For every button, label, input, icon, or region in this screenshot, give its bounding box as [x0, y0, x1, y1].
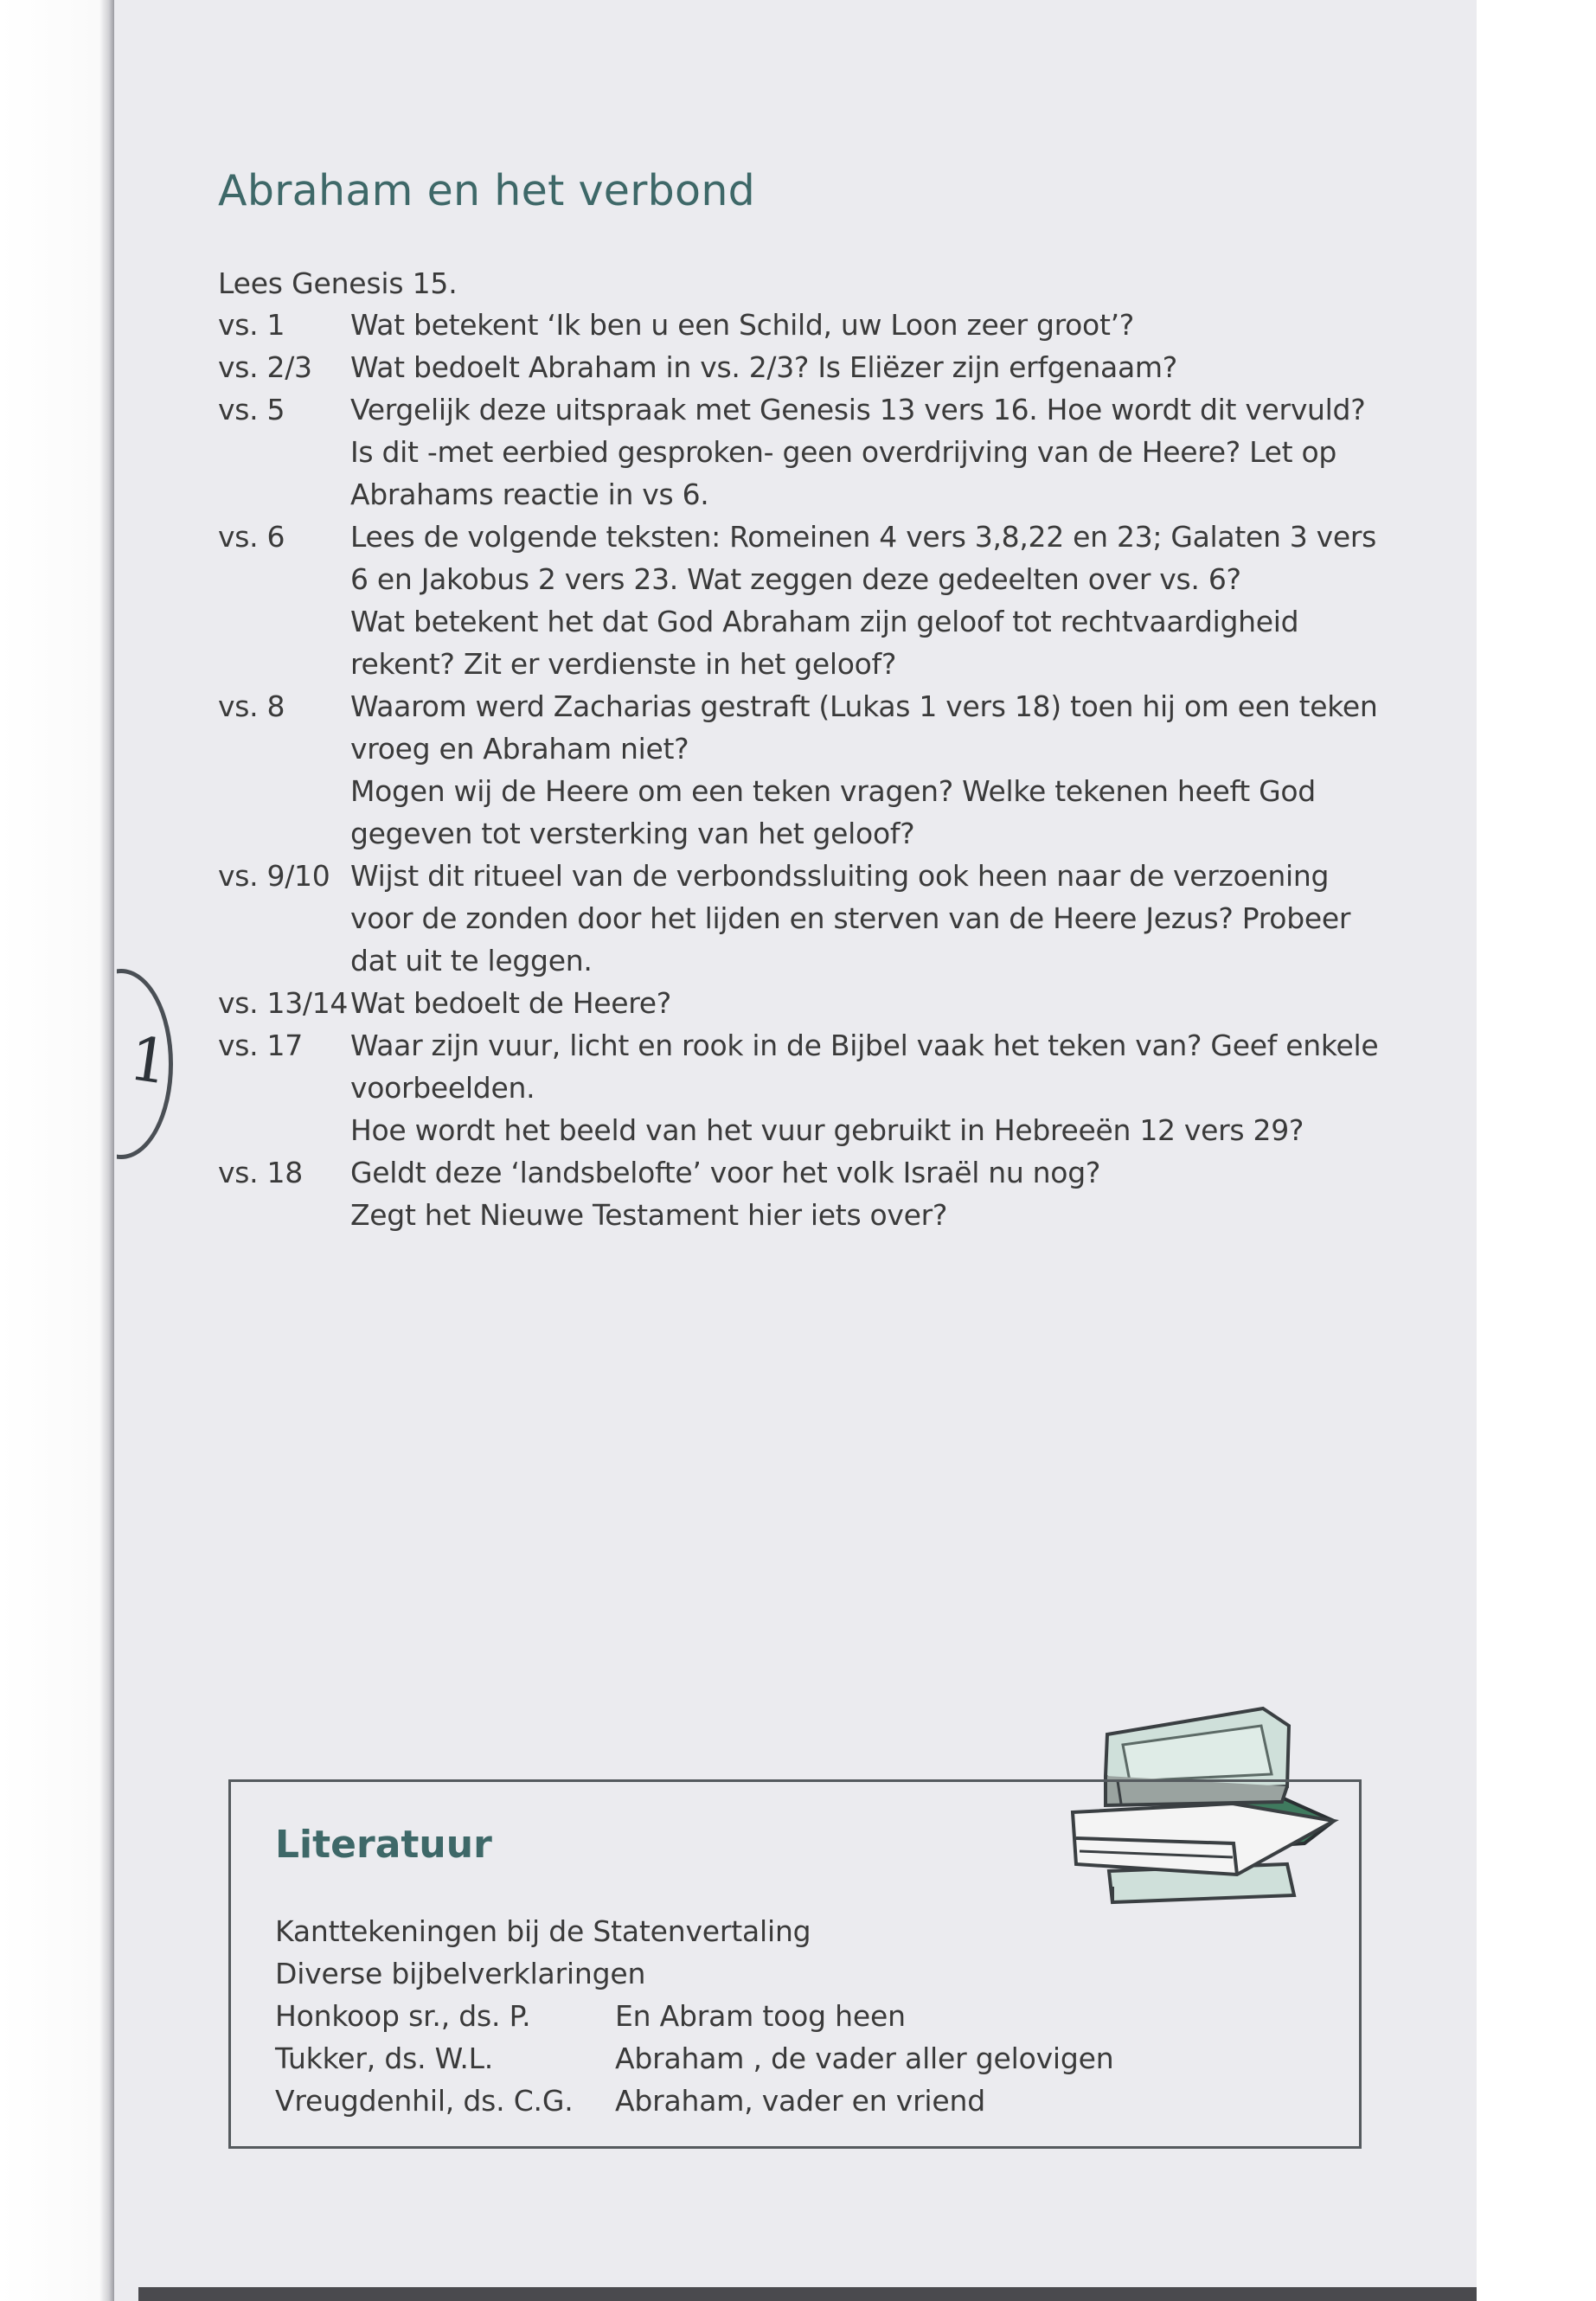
- verse-question-list: [218, 304, 1381, 1236]
- verse-item: [218, 304, 1381, 346]
- verse-question-line: 6 en Jakobus 2 vers 23. Wat zeggen deze gedeelten over vs. 6?: [350, 562, 1241, 596]
- literature-work: Abraham , de vader aller gelovigen: [615, 2041, 1114, 2075]
- verse-question-line: Wat bedoelt Abraham in vs. 2/3? Is Eliëzer zijn erfgenaam?: [350, 350, 1177, 384]
- verse-item: [218, 855, 1381, 982]
- literature-general-list: [275, 1910, 811, 1995]
- verse-item: [218, 516, 1381, 685]
- verse-question: [350, 1024, 1381, 1151]
- verse-item: [218, 685, 1381, 855]
- verse-question-line: Zegt het Nieuwe Testament hier iets over?: [350, 1198, 948, 1232]
- verse-question-line: Hoe wordt het beeld van het vuur gebruikt in Hebreeën 12 vers 29?: [350, 1113, 1304, 1147]
- verse-label: vs. 8: [218, 689, 285, 723]
- verse-question: [350, 855, 1381, 982]
- verse-label: vs. 13/14: [218, 986, 349, 1020]
- literature-general-item: Kanttekeningen bij de Statenvertaling: [275, 1914, 811, 1948]
- verse-label: vs. 17: [218, 1029, 303, 1062]
- verse-question-line: Wat betekent ‘Ik ben u een Schild, uw Loon zeer groot’?: [350, 308, 1134, 342]
- verse-label: vs. 5: [218, 393, 285, 426]
- verse-question-line: Abrahams reactie in vs 6.: [350, 478, 709, 511]
- literature-row: [275, 2080, 1113, 2122]
- verse-question-line: Lees de volgende teksten: Romeinen 4 vers 3,8,22 en 23; Galaten 3 vers: [350, 520, 1377, 554]
- bottom-edge-bar: [138, 2287, 1477, 2301]
- verse-question: [350, 304, 1381, 346]
- verse-question-line: Waarom werd Zacharias gestraft (Lukas 1 vers 18) toen hij om een teken: [350, 689, 1378, 723]
- verse-label: vs. 2/3: [218, 350, 312, 384]
- verse-item: [218, 1024, 1381, 1151]
- literature-general-item: Diverse bijbelverklaringen: [275, 1957, 646, 1990]
- verse-label: vs. 18: [218, 1156, 303, 1189]
- verse-question-line: Vergelijk deze uitspraak met Genesis 13 vers 16. Hoe wordt dit vervuld?: [350, 393, 1366, 426]
- page-right-margin: [1477, 0, 1596, 2301]
- literature-row: [275, 2037, 1113, 2080]
- verse-question-line: Waar zijn vuur, licht en rook in de Bijbel vaak het teken van? Geef enkele: [350, 1029, 1379, 1062]
- verse-question-line: Mogen wij de Heere om een teken vragen? Welke tekenen heeft God: [350, 774, 1316, 808]
- verse-question-line: vroeg en Abraham niet?: [350, 732, 689, 766]
- verse-item: [218, 388, 1381, 516]
- verse-label: vs. 1: [218, 308, 285, 342]
- literature-work: En Abram toog heen: [615, 1999, 906, 2033]
- spine-badge-number: 1: [125, 1022, 174, 1099]
- verse-question-line: dat uit te leggen.: [350, 944, 593, 977]
- verse-question-line: voorbeelden.: [350, 1071, 535, 1105]
- verse-question: [350, 346, 1381, 388]
- verse-question-line: voor de zonden door het lijden en sterven van de Heere Jezus? Probeer: [350, 901, 1351, 935]
- verse-question-line: Wat betekent het dat God Abraham zijn geloof tot rechtvaardigheid: [350, 605, 1299, 638]
- verse-question: [350, 388, 1381, 516]
- verse-question-line: Wijst dit ritueel van de verbondssluiting ook heen naar de verzoening: [350, 859, 1330, 893]
- literature-author: Honkoop sr., ds. P.: [275, 1999, 531, 2033]
- verse-question-line: Geldt deze ‘landsbelofte’ voor het volk Israël nu nog?: [350, 1156, 1101, 1189]
- verse-label: vs. 9/10: [218, 859, 330, 893]
- verse-item: [218, 982, 1381, 1024]
- page-edge-shadow: [0, 0, 114, 2301]
- verse-question-line: gegeven tot versterking van het geloof?: [350, 817, 915, 850]
- literature-table: [275, 1995, 1113, 2122]
- verse-question: [350, 685, 1381, 855]
- page-title: Abraham en het verbond: [218, 166, 756, 215]
- verse-item: [218, 346, 1381, 388]
- literature-work: Abraham, vader en vriend: [615, 2084, 985, 2118]
- literature-author: Vreugdenhil, ds. C.G.: [275, 2084, 574, 2118]
- verse-question-line: Is dit -met eerbied gesproken- geen overdrijving van de Heere? Let op: [350, 435, 1337, 469]
- intro-text: Lees Genesis 15.: [218, 266, 458, 300]
- literature-title: Literatuur: [275, 1823, 492, 1867]
- verse-question-line: Wat bedoelt de Heere?: [350, 986, 671, 1020]
- verse-question: [350, 982, 1381, 1024]
- verse-question-line: rekent? Zit er verdienste in het geloof?: [350, 647, 897, 681]
- verse-label: vs. 6: [218, 520, 285, 554]
- verse-question: [350, 1151, 1381, 1236]
- literature-row: [275, 1995, 1113, 2037]
- verse-question: [350, 516, 1381, 685]
- literature-author: Tukker, ds. W.L.: [275, 2041, 494, 2075]
- verse-item: [218, 1151, 1381, 1236]
